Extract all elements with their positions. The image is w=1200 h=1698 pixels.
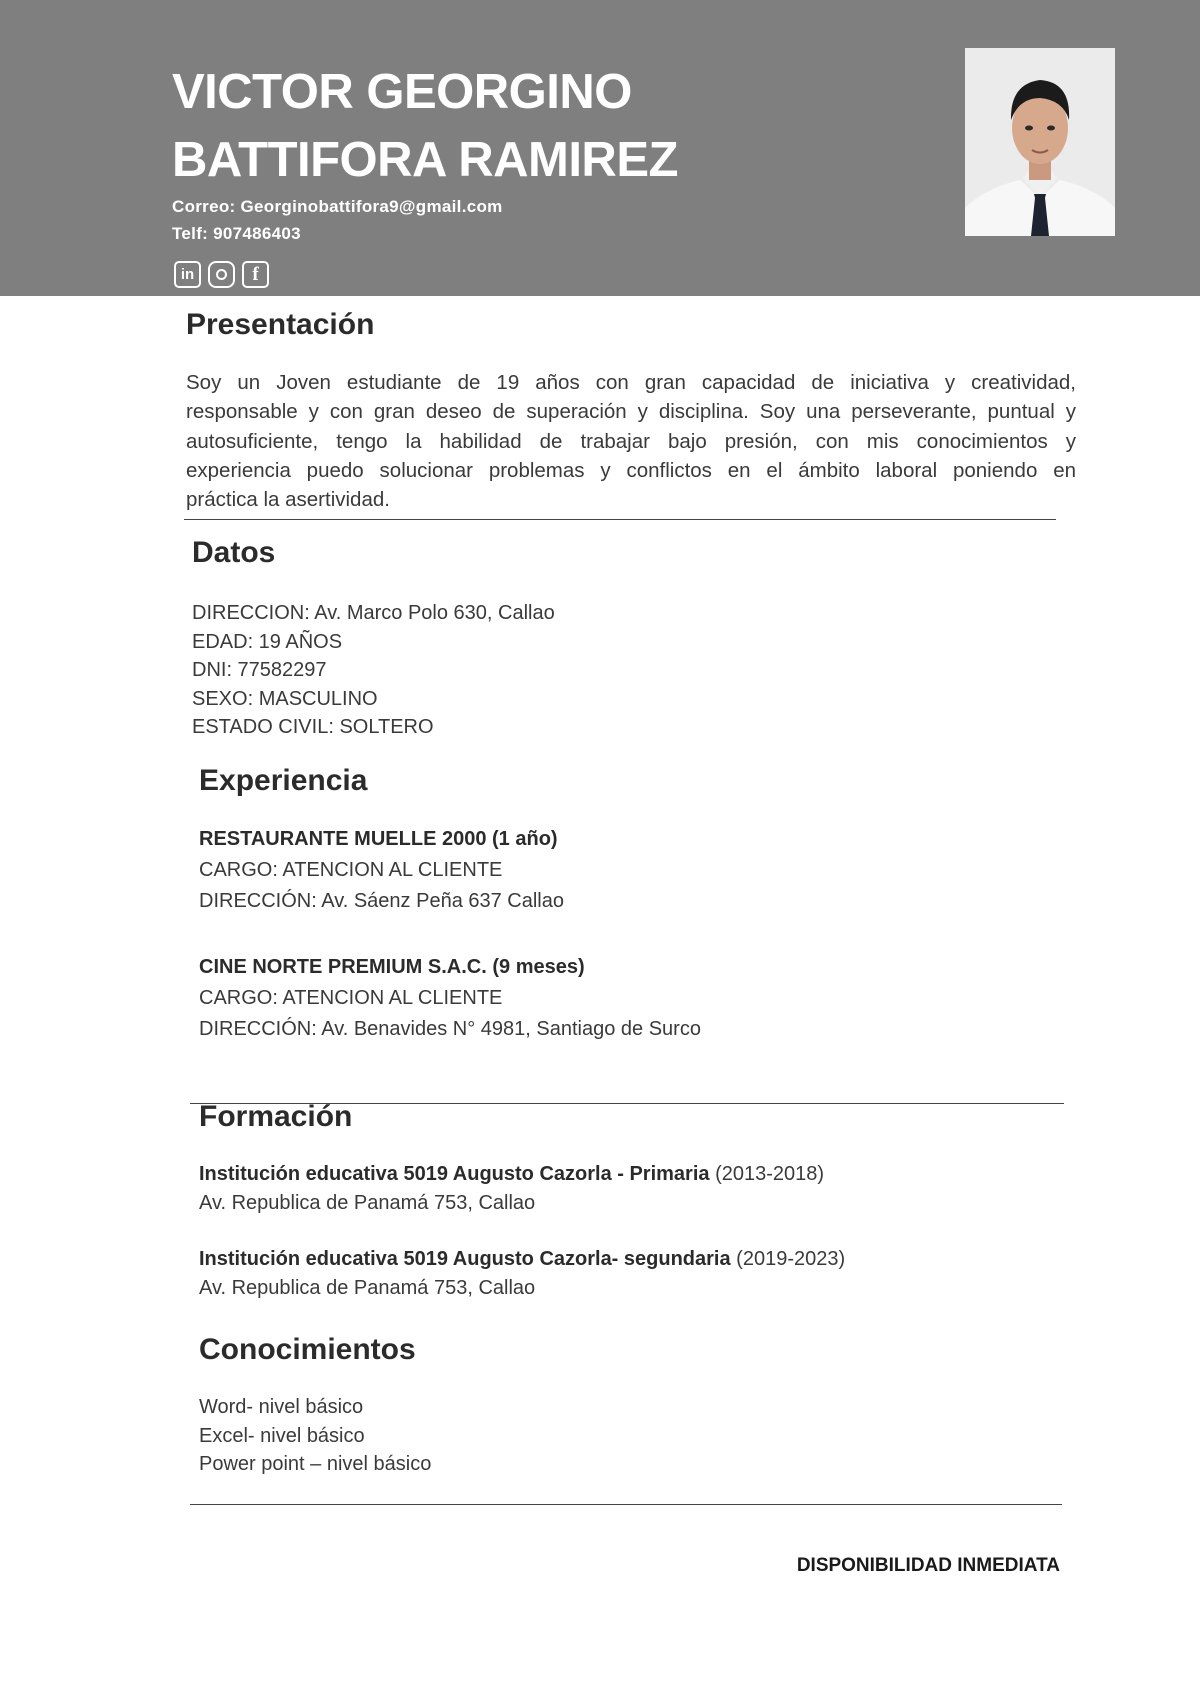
- header-banner: [0, 0, 1200, 296]
- presentacion-paragraph: [186, 368, 1076, 514]
- datos-title: Datos: [192, 536, 276, 569]
- job-company: CINE NORTE PREMIUM S.A.C. (9 meses): [199, 956, 585, 978]
- presentacion-line: autosuficiente, tengo la habilidad de trabajar bajo presión, con mis conocimientos y: [186, 429, 1076, 453]
- datos-item: DNI: 77582297: [192, 659, 327, 681]
- email-text: Correo: Georginobattifora9@gmail.com: [172, 197, 503, 216]
- facebook-icon[interactable]: f: [242, 261, 269, 288]
- presentacion-title: Presentación: [186, 308, 375, 341]
- conocimientos-title: Conocimientos: [199, 1333, 416, 1366]
- phone-text: Telf: 907486403: [172, 224, 301, 243]
- name-line-1: VICTOR GEORGINO: [172, 65, 632, 119]
- job-entry: [199, 952, 701, 1045]
- datos-item: SEXO: MASCULINO: [192, 687, 378, 710]
- education-entry: [199, 1160, 824, 1217]
- presentacion-line: Soy un Joven estudiante de 19 años con gran capacidad de iniciativa y creatividad,: [186, 371, 1076, 394]
- skill-item: Word- nivel básico: [199, 1396, 364, 1418]
- divider: [184, 519, 1056, 520]
- job-direccion: DIRECCIÓN: Av. Benavides N° 4981, Santiago de Surco: [199, 1018, 701, 1040]
- full-name: [172, 58, 812, 194]
- job-entry: [199, 824, 564, 917]
- presentacion-line: responsable y con gran deseo de superación y disciplina. Soy una perseverante, puntual y: [186, 400, 1076, 424]
- education-entry: [199, 1245, 845, 1302]
- job-direccion: DIRECCIÓN: Av. Sáenz Peña 637 Callao: [199, 890, 564, 912]
- skill-item: Excel- nivel básico: [199, 1424, 365, 1447]
- instagram-icon[interactable]: [208, 261, 235, 288]
- linkedin-icon[interactable]: in: [174, 261, 201, 288]
- skill-item: Power point – nivel básico: [199, 1453, 432, 1475]
- profile-photo: [965, 48, 1115, 236]
- school-years: (2019-2023): [730, 1248, 846, 1270]
- formacion-title: Formación: [199, 1100, 353, 1133]
- social-links: [174, 261, 269, 288]
- school-address: Av. Republica de Panamá 753, Callao: [199, 1191, 536, 1214]
- datos-item: EDAD: 19 AÑOS: [192, 630, 343, 653]
- school-name: Institución educativa 5019 Augusto Cazorla- segundaria: [199, 1248, 731, 1270]
- datos-item: DIRECCION: Av. Marco Polo 630, Callao: [192, 602, 555, 624]
- datos-item: ESTADO CIVIL: SOLTERO: [192, 716, 434, 738]
- job-cargo: CARGO: ATENCION AL CLIENTE: [199, 859, 503, 881]
- job-company: RESTAURANTE MUELLE 2000 (1 año): [199, 828, 558, 850]
- presentacion-line: práctica la asertividad.: [186, 488, 390, 512]
- datos-list: [192, 599, 555, 742]
- school-years: (2013-2018): [709, 1163, 825, 1185]
- availability-note: DISPONIBILIDAD INMEDIATA: [796, 1555, 1060, 1576]
- job-cargo: CARGO: ATENCION AL CLIENTE: [199, 987, 503, 1009]
- presentacion-line: experiencia puedo solucionar problemas y conflictos en el ámbito laboral poniendo en: [186, 458, 1076, 482]
- divider: [190, 1504, 1062, 1505]
- experiencia-title: Experiencia: [199, 764, 368, 797]
- name-line-2: BATTIFORA RAMIREZ: [172, 133, 678, 187]
- school-address: Av. Republica de Panamá 753, Callao: [199, 1276, 536, 1299]
- conocimientos-list: [199, 1393, 431, 1479]
- profile-photo-portrait: [965, 48, 1115, 236]
- school-name: Institución educativa 5019 Augusto Cazorla - Primaria: [199, 1163, 710, 1185]
